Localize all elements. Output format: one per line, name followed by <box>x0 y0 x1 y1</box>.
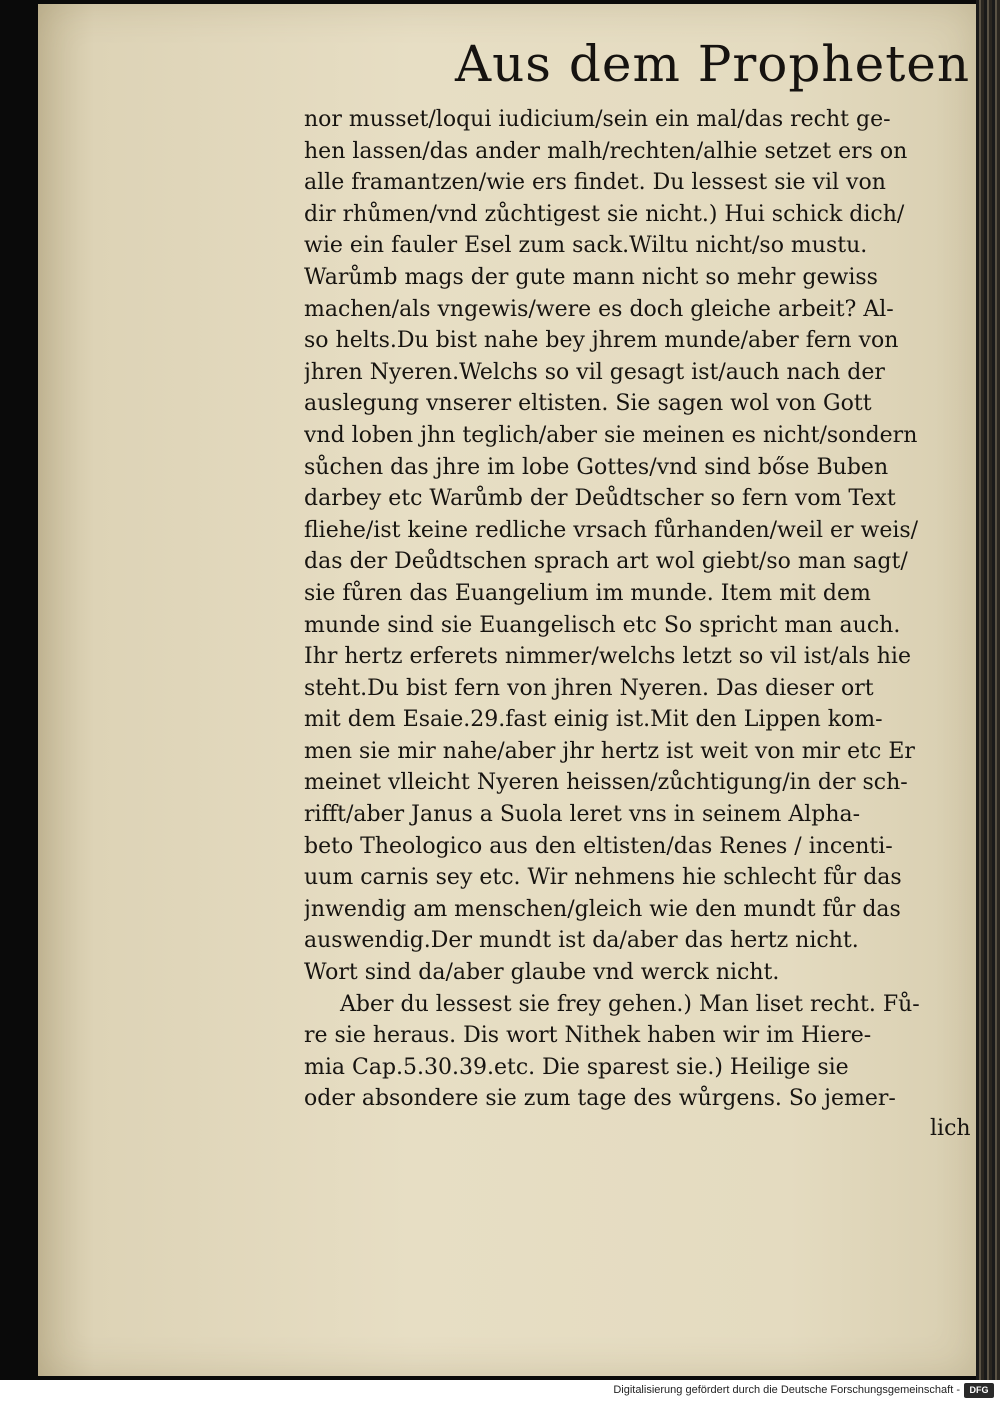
text-line: rifft/aber Janus a Suola leret vns in seinem Alpha- <box>304 802 861 828</box>
text-line: vnd loben jhn teglich/aber sie meinen es nicht/sondern <box>304 422 918 448</box>
text-line: auswendig.Der mundt ist da/aber das hertz nicht. <box>304 928 859 954</box>
text-line: re sie heraus. Dis wort Nithek haben wir im Hiere- <box>304 1023 872 1049</box>
funding-credit: Digitalisierung gefördert durch die Deutsche Forschungsgemeinschaft - <box>613 1384 960 1396</box>
text-line: beto Theologico aus den eltisten/das Renes / incenti- <box>304 833 893 859</box>
text-line: alle framantzen/wie ers findet. Du lessest sie vil von <box>304 170 886 196</box>
text-line: nor musset/loqui iudicium/sein ein mal/das recht ge- <box>304 107 891 132</box>
text-line: men sie mir nahe/aber jhr hertz ist weit von mir etc Er <box>304 738 915 764</box>
text-line: hen lassen/das ander malh/rechten/alhie setzet ers on <box>304 138 908 164</box>
dfg-logo-icon: DFG <box>964 1383 994 1398</box>
catchword: lich <box>930 1116 971 1141</box>
text-line: das der Deůdtschen sprach art wol giebt/so man sagt/ <box>304 549 908 575</box>
text-line: dir rhůmen/vnd zůchtigest sie nicht.) Hui schick dich/ <box>304 201 905 227</box>
text-line: machen/als vngewis/were es doch gleiche arbeit? Al- <box>304 296 894 322</box>
text-line: mia Cap.5.30.39.etc. Die sparest sie.) Heilige sie <box>304 1054 849 1080</box>
text-line: meinet vlleicht Nyeren heissen/zůchtigung/in der sch- <box>304 770 908 796</box>
text-line: Ihr hertz erferets nimmer/welchs letzt so vil ist/als hie <box>304 644 911 670</box>
running-head: Aus dem Propheten <box>455 35 971 93</box>
text-line: munde sind sie Euangelisch etc So spricht man auch. <box>304 612 901 638</box>
text-line: fliehe/ist keine redliche vrsach fůrhanden/weil er weis/ <box>304 517 919 543</box>
text-line: jhren Nyeren.Welchs so vil gesagt ist/auch nach der <box>304 359 885 385</box>
text-line: darbey etc Warůmb der Deůdtscher so fern vom Text <box>304 486 896 512</box>
text-line: Wort sind da/aber glaube vnd werck nicht. <box>304 960 780 986</box>
text-line: sůchen das jhre im lobe Gottes/vnd sind bőse Buben <box>304 454 889 480</box>
text-line: Aber du lessest sie frey gehen.) Man liset recht. Fů- <box>340 991 920 1017</box>
text-line: so helts.Du bist nahe bey jhrem munde/aber fern von <box>304 328 899 354</box>
text-line: wie ein fauler Esel zum sack.Wiltu nicht/so mustu. <box>304 233 868 259</box>
text-line: oder absondere sie zum tage des wůrgens. So jemer- <box>304 1086 896 1112</box>
footer-bar <box>0 1380 1000 1402</box>
text-line: sie fůren das Euangelium im munde. Item mit dem <box>304 580 871 606</box>
text-line: uum carnis sey etc. Wir nehmens hie schlecht fůr das <box>304 865 902 891</box>
text-line: Warůmb mags der gute mann nicht so mehr gewiss <box>304 264 878 290</box>
text-line: jnwendig am menschen/gleich wie den mundt fůr das <box>304 896 901 922</box>
text-line: mit dem Esaie.29.fast einig ist.Mit den Lippen kom- <box>304 707 883 733</box>
body-text <box>304 104 972 1115</box>
text-line: steht.Du bist fern von jhren Nyeren. Das dieser ort <box>304 675 874 701</box>
page-edge-strip <box>976 0 1000 1380</box>
text-line: auslegung vnserer eltisten. Sie sagen wol von Gott <box>304 391 872 417</box>
